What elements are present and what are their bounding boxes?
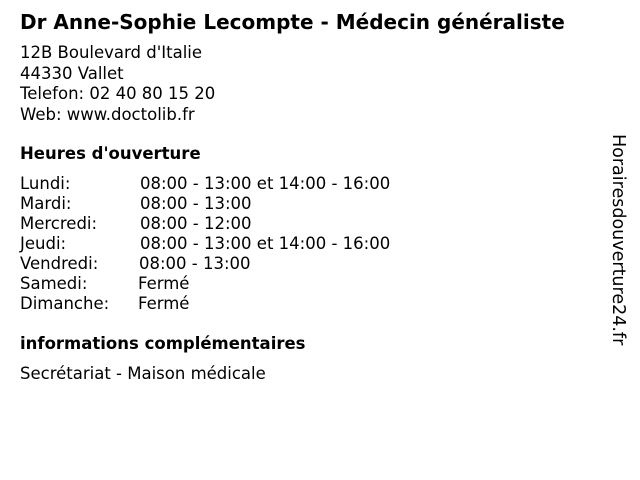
day-label: Dimanche: [20, 294, 110, 313]
site-watermark [604, 134, 636, 374]
day-label: Mardi: [20, 194, 72, 213]
day-hours: 08:00 - 12:00 [140, 214, 252, 233]
day-label: Jeudi: [20, 234, 67, 253]
day-hours: 08:00 - 13:00 et 14:00 - 16:00 [140, 174, 391, 193]
day-label: Samedi: [20, 274, 88, 293]
day-label: Lundi: [20, 174, 71, 193]
additional-info-text: Secrétariat - Maison médicale [20, 364, 266, 383]
watermark-text: Horairesdouverture24.fr [608, 134, 628, 346]
additional-info-heading: informations complémentaires [20, 334, 306, 353]
watermark-svg [604, 134, 636, 374]
day-hours: Fermé [138, 294, 190, 313]
city-postcode: 44330 Vallet [20, 63, 124, 83]
page-title: Dr Anne-Sophie Lecompte - Médecin généraliste [20, 10, 565, 34]
opening-hours-heading: Heures d'ouverture [20, 144, 201, 163]
day-hours: 08:00 - 13:00 [140, 194, 252, 213]
day-label: Vendredi: [20, 254, 99, 273]
day-label: Mercredi: [20, 214, 98, 233]
website: Web: www.doctolib.fr [20, 104, 195, 124]
address-block [20, 43, 215, 125]
day-hours: Fermé [138, 274, 190, 293]
day-hours: 08:00 - 13:00 [139, 254, 251, 273]
street-address: 12B Boulevard d'Italie [20, 43, 203, 62]
phone-number: Telefon: 02 40 80 15 20 [20, 84, 216, 103]
day-hours: 08:00 - 13:00 et 14:00 - 16:00 [140, 234, 391, 253]
